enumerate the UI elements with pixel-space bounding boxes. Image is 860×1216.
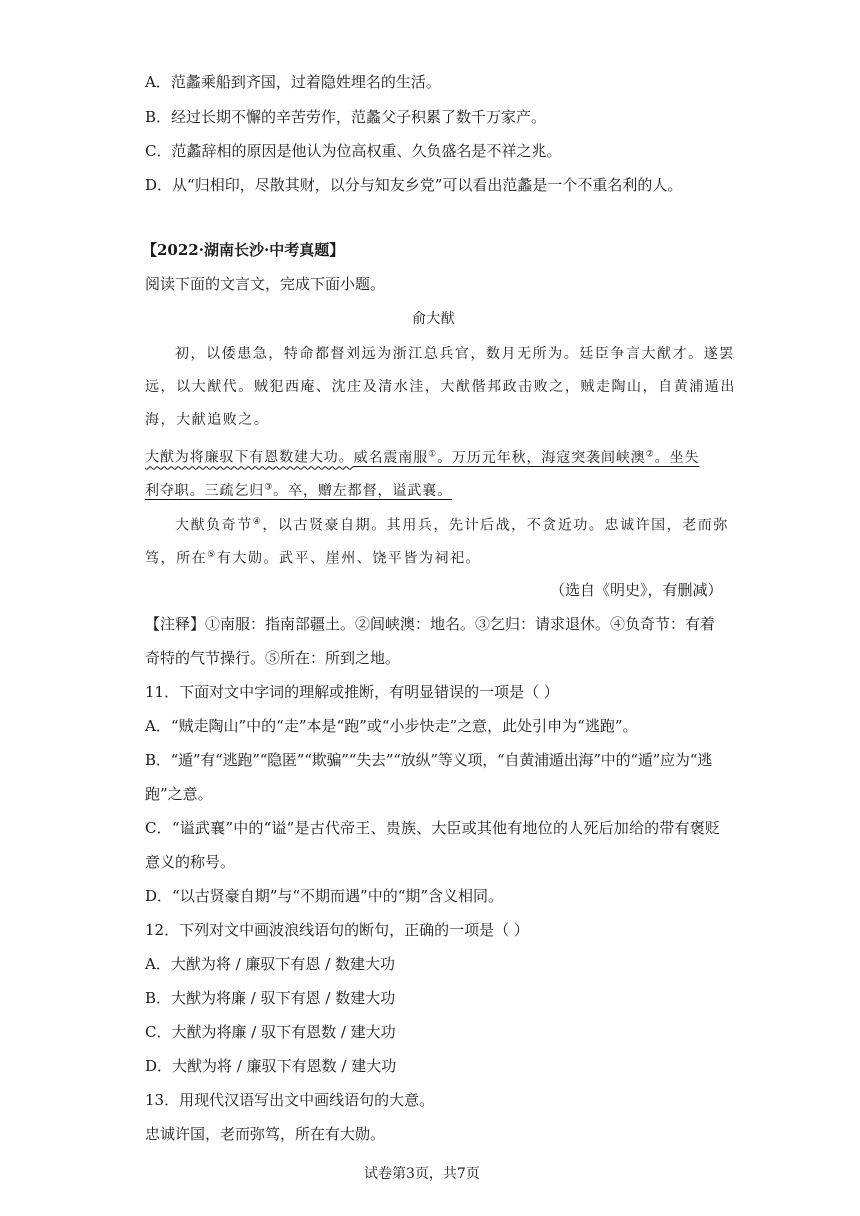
q11-option-b-cont: 跑”之意。: [145, 785, 213, 803]
passage-p2-line1: [145, 444, 699, 468]
q11-option-c-cont: 意义的称号。: [145, 853, 236, 871]
wavy-sentence: 大猷为将廉驭下有恩数建大功。: [145, 449, 354, 466]
option-a-prev: A．范蠡乘船到齐国，过着隐姓埋名的生活。: [145, 73, 441, 91]
q12-stem: 12．下列对文中画波浪线语句的断句，正确的一项是（ ）: [145, 921, 529, 939]
q11-option-a: A．“贼走陶山”中的“走”本是“跑”或“小步快走”之意，此处引申为“逃跑”。: [145, 717, 638, 735]
passage-p3-line1: 大猷负奇节④，以古贤豪自期。其用兵，先计后战，不贪近功。忠诚许国，老而弥: [175, 517, 729, 534]
q11-option-d: D．“以古贤豪自期”与“不期而遇”中的“期”含义相同。: [145, 887, 504, 905]
instruction: 阅读下面的文言文，完成下面小题。: [145, 275, 386, 293]
option-c-prev: C．范蠡辞相的原因是他认为位高权重、久负盛名是不祥之兆。: [145, 142, 562, 160]
notes-line2: 奇特的气节操行。⑤所在：所到之地。: [145, 649, 401, 667]
note-marker-3: ③: [264, 482, 274, 492]
q11-stem: 11．下面对文中字词的理解或推断，有明显错误的一项是（ ）: [145, 683, 559, 701]
q11-option-c: C．“谥武襄”中的“谥”是古代帝王、贵族、大臣或其他有地位的人死后加给的带有褒贬: [145, 819, 721, 837]
q12-option-b: B．大猷为将廉 / 驭下有恩 / 数建大功: [145, 989, 396, 1007]
option-b-prev: B．经过长期不懈的辛苦劳作，范蠡父子积累了数千万家产。: [145, 108, 547, 126]
passage-p2-line2: [145, 477, 452, 501]
passage-title: 俞大猷: [412, 311, 455, 327]
underlined-text-2: 利夺职。三疏乞归③。卒，赠左都督，谥武襄。: [145, 482, 452, 499]
q12-option-a: A．大猷为将 / 廉驭下有恩 / 数建大功: [145, 955, 396, 973]
page-footer: 试卷第3页，共7页: [364, 1166, 480, 1182]
underlined-text: 威名震南服①。万历元年秋，海寇突袭闾峡澳②。坐失: [353, 449, 700, 466]
q13-stem: 13．用现代汉语写出文中画线语句的大意。: [145, 1091, 435, 1109]
section-header: 【2022·湖南长沙·中考真题】: [142, 241, 345, 259]
q13-sentence: 忠诚许国，老而弥笃，所在有大勋。: [145, 1125, 386, 1143]
q12-option-c: C．大猷为将廉 / 驭下有恩数 / 建大功: [145, 1023, 396, 1041]
note-marker-1: ①: [428, 449, 438, 459]
passage-source: （选自《明史》，有删减）: [550, 581, 723, 599]
passage-p1-line1: 初，以倭患急，特命都督刘远为浙江总兵官，数月无所为。廷臣争言大猷才。遂罢: [175, 346, 735, 362]
notes-line1: 【注释】①南服：指南部疆土。②闾峡澳：地名。③乞归：请求退休。④负奇节：有着: [145, 615, 716, 633]
note-marker-4: ④: [252, 517, 263, 527]
passage-p1-line2: 远，以大猷代。贼犯西庵、沈庄及清水洼，大猷偕邦政击败之，贼走陶山，自黄浦遁出: [145, 379, 736, 395]
note-marker-2: ②: [645, 449, 655, 459]
passage-p3-line2: 笃，所在⑤有大勋。武平、崖州、饶平皆为祠祀。: [145, 550, 482, 567]
note-marker-5: ⑤: [207, 550, 217, 560]
q11-option-b: B．“遁”有“逃跑”“隐匿”“欺骗”“失去”“放纵”等义项，“自黄浦遁出海”中的“遁”应为“逃: [145, 751, 712, 769]
passage-p1-line3: 海，大献追败之。: [145, 412, 270, 428]
q12-option-d: D．大猷为将 / 廉驭下有恩数 / 建大功: [145, 1057, 397, 1075]
option-d-prev: D．从“归相印，尽散其财，以分与知友乡党”可以看出范蠡是一个不重名利的人。: [145, 176, 683, 194]
